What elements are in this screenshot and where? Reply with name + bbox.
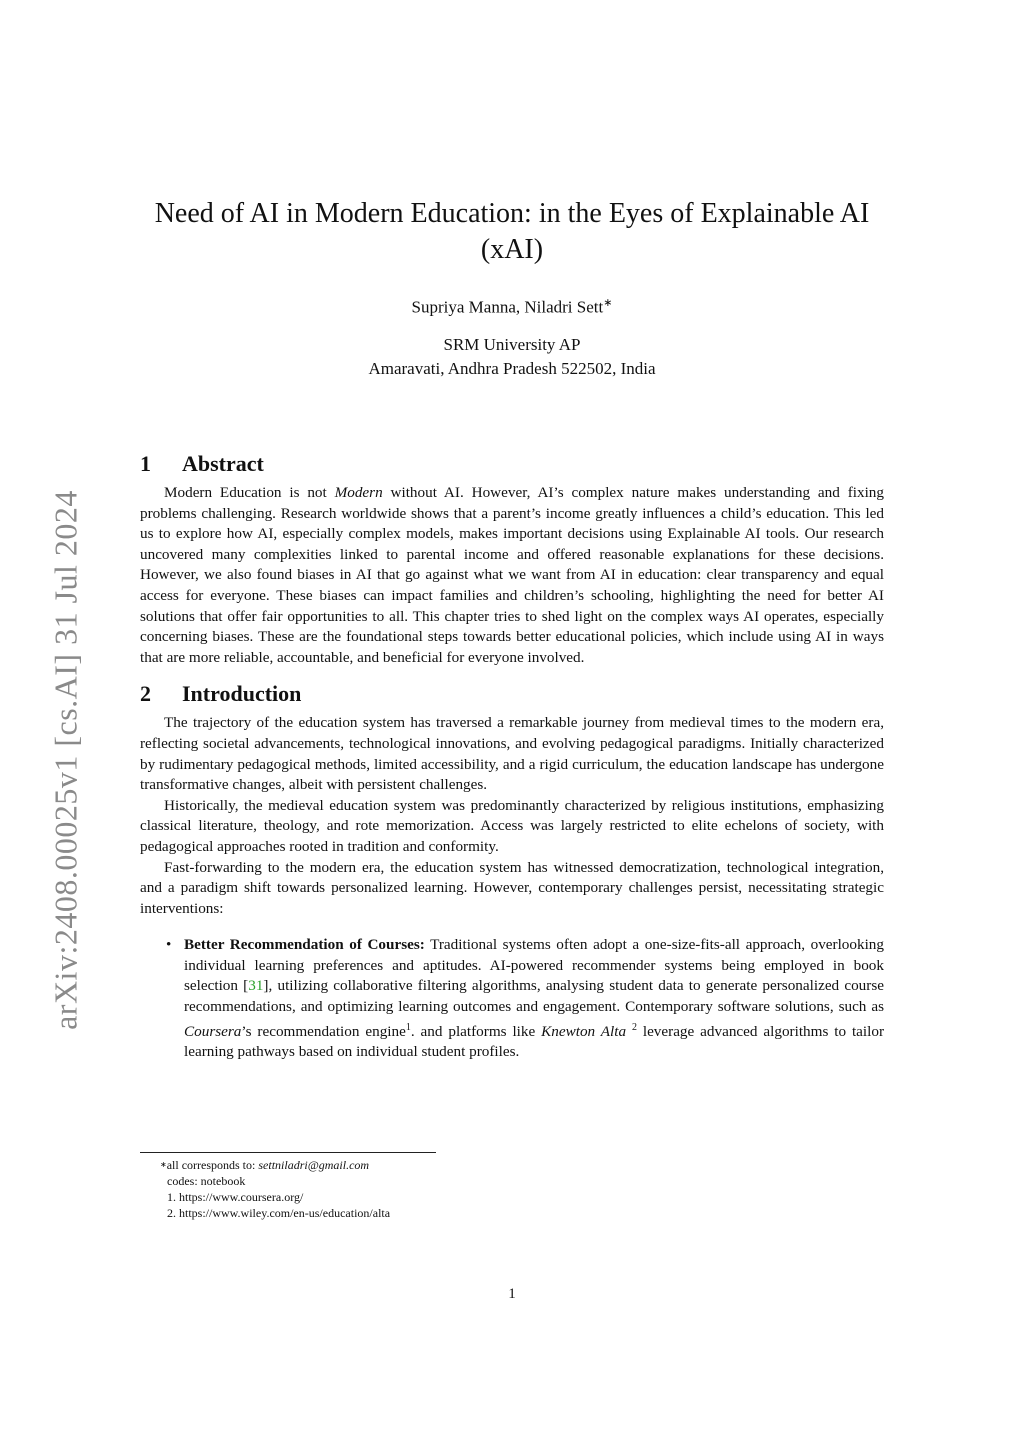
intro-paragraph-3: Fast-forwarding to the modern era, the education system has witnessed democratization, technological integration, and a paradigm shift towards personalized learning. However, contemporary challenges persist, necessitating strategic interventions: [140,858,884,917]
section-heading-abstract [140,450,884,478]
arxiv-identifier: arXiv:2408.00025v1 [cs.AI] 31 Jul 2024 [47,490,84,1030]
section-title: Abstract [182,451,264,476]
section-number: 2 [140,681,151,707]
section-heading-introduction [140,680,884,708]
intro-paragraph-2: Historically, the medieval education system was predominantly characterized by religious institutions, emphasizing classical literature, theology, and rote memorization. Access was largely restricted to elite echelons of society, with pedagogical approaches rooted in tradition and conformity. [140,796,884,855]
footnotes [140,1152,884,1221]
list-item-label: Better Recommendation of Courses: [184,936,425,954]
emphasis-coursera: Coursera [184,1022,242,1040]
affiliation-address: Amaravati, Andhra Pradesh 522502, India [368,359,656,378]
citation-link[interactable]: 31 [248,977,264,995]
emphasis-modern: Modern [334,484,383,501]
footnote-corresponding: ∗all corresponds to: settniladri@gmail.com [160,1158,370,1172]
footnote-divider [140,1152,436,1153]
bullet-icon: • [166,936,172,954]
intro-paragraph-1: The trajectory of the education system has traversed a remarkable journey from medieval times to the modern era, reflecting societal advancements, technological innovations, and evolving pedagogical paradigms. Initially characterized by rudimentary pedagogical methods, limited accessibility, and a rigid curriculum, the education landscape has undergone transformative changes, albeit with persistent challenges. [140,714,884,794]
footnote-codes: codes: notebook [167,1174,246,1188]
footnote-ref-2[interactable]: 2 [631,1021,637,1033]
abstract-paragraph: Modern Education is not Modern without AI. However, AI’s complex nature makes understanding and fixing problems challenging. Research worldwide shows that a parent’s income greatly influences a child’s education. This led us to explore how AI, especially complex models, makes important decisions using Explainable AI tools. Our research uncovered many complexities linked to parental income and offered reasonable explanations for these decisions. However, we also found biases in AI that go against what we want from AI in education: clear transparency and equal access for everyone. These biases can impact families and children’s schooling, highlighting the need for better AI solutions that offer fair opportunities to all. This chapter tries to shed light on the complex ways AI operates, especially concerning biases. These are the foundational steps towards better educational policies, which include using AI in ways that are more reliable, accountable, and beneficial for everyone involved. [140,484,884,666]
introduction-section [140,680,884,1063]
affiliation-institution: SRM University AP [443,335,581,354]
footnote-2[interactable]: 2. https://www.wiley.com/en-us/education/alta [167,1206,391,1220]
paper-body [140,450,884,1063]
challenge-list [140,935,884,1063]
section-title: Introduction [182,681,302,707]
email-link[interactable]: settniladri@gmail.com [258,1158,370,1172]
page-number: 1 [508,1286,516,1302]
footnote-ref-1[interactable]: 1 [405,1021,411,1033]
footnote-1[interactable]: 1. https://www.coursera.org/ [167,1190,304,1204]
corresponding-author-mark: ∗ [603,297,613,309]
affiliation [140,333,884,381]
author-names: Supriya Manna, Niladri Sett [411,297,604,317]
list-item: • Better Recommendation of Courses: Traditional systems often adopt a one-size-fits-all approach, overlooking individual learning preferences and aptitudes. AI-powered recommender systems being employed in book selection [31], utilizing collaborative filtering algorithms, analysing student data to generate personalized course recommendations, and optimizing learning outcomes and engagement. Contemporary software solutions, such as Coursera’s recommendation engine$^1$. and platforms like Knewton Alta $^2$ leverage advanced algorithms to tailor learning pathways based on individual student profiles. [166,936,884,1061]
emphasis-knewton: Knewton Alta [541,1022,627,1040]
section-number: 1 [140,451,151,476]
author-list [140,292,884,319]
paper-title: Need of AI in Modern Education: in the Eyes of Explainable AI (xAI) [154,198,870,265]
abstract-section [140,450,884,668]
